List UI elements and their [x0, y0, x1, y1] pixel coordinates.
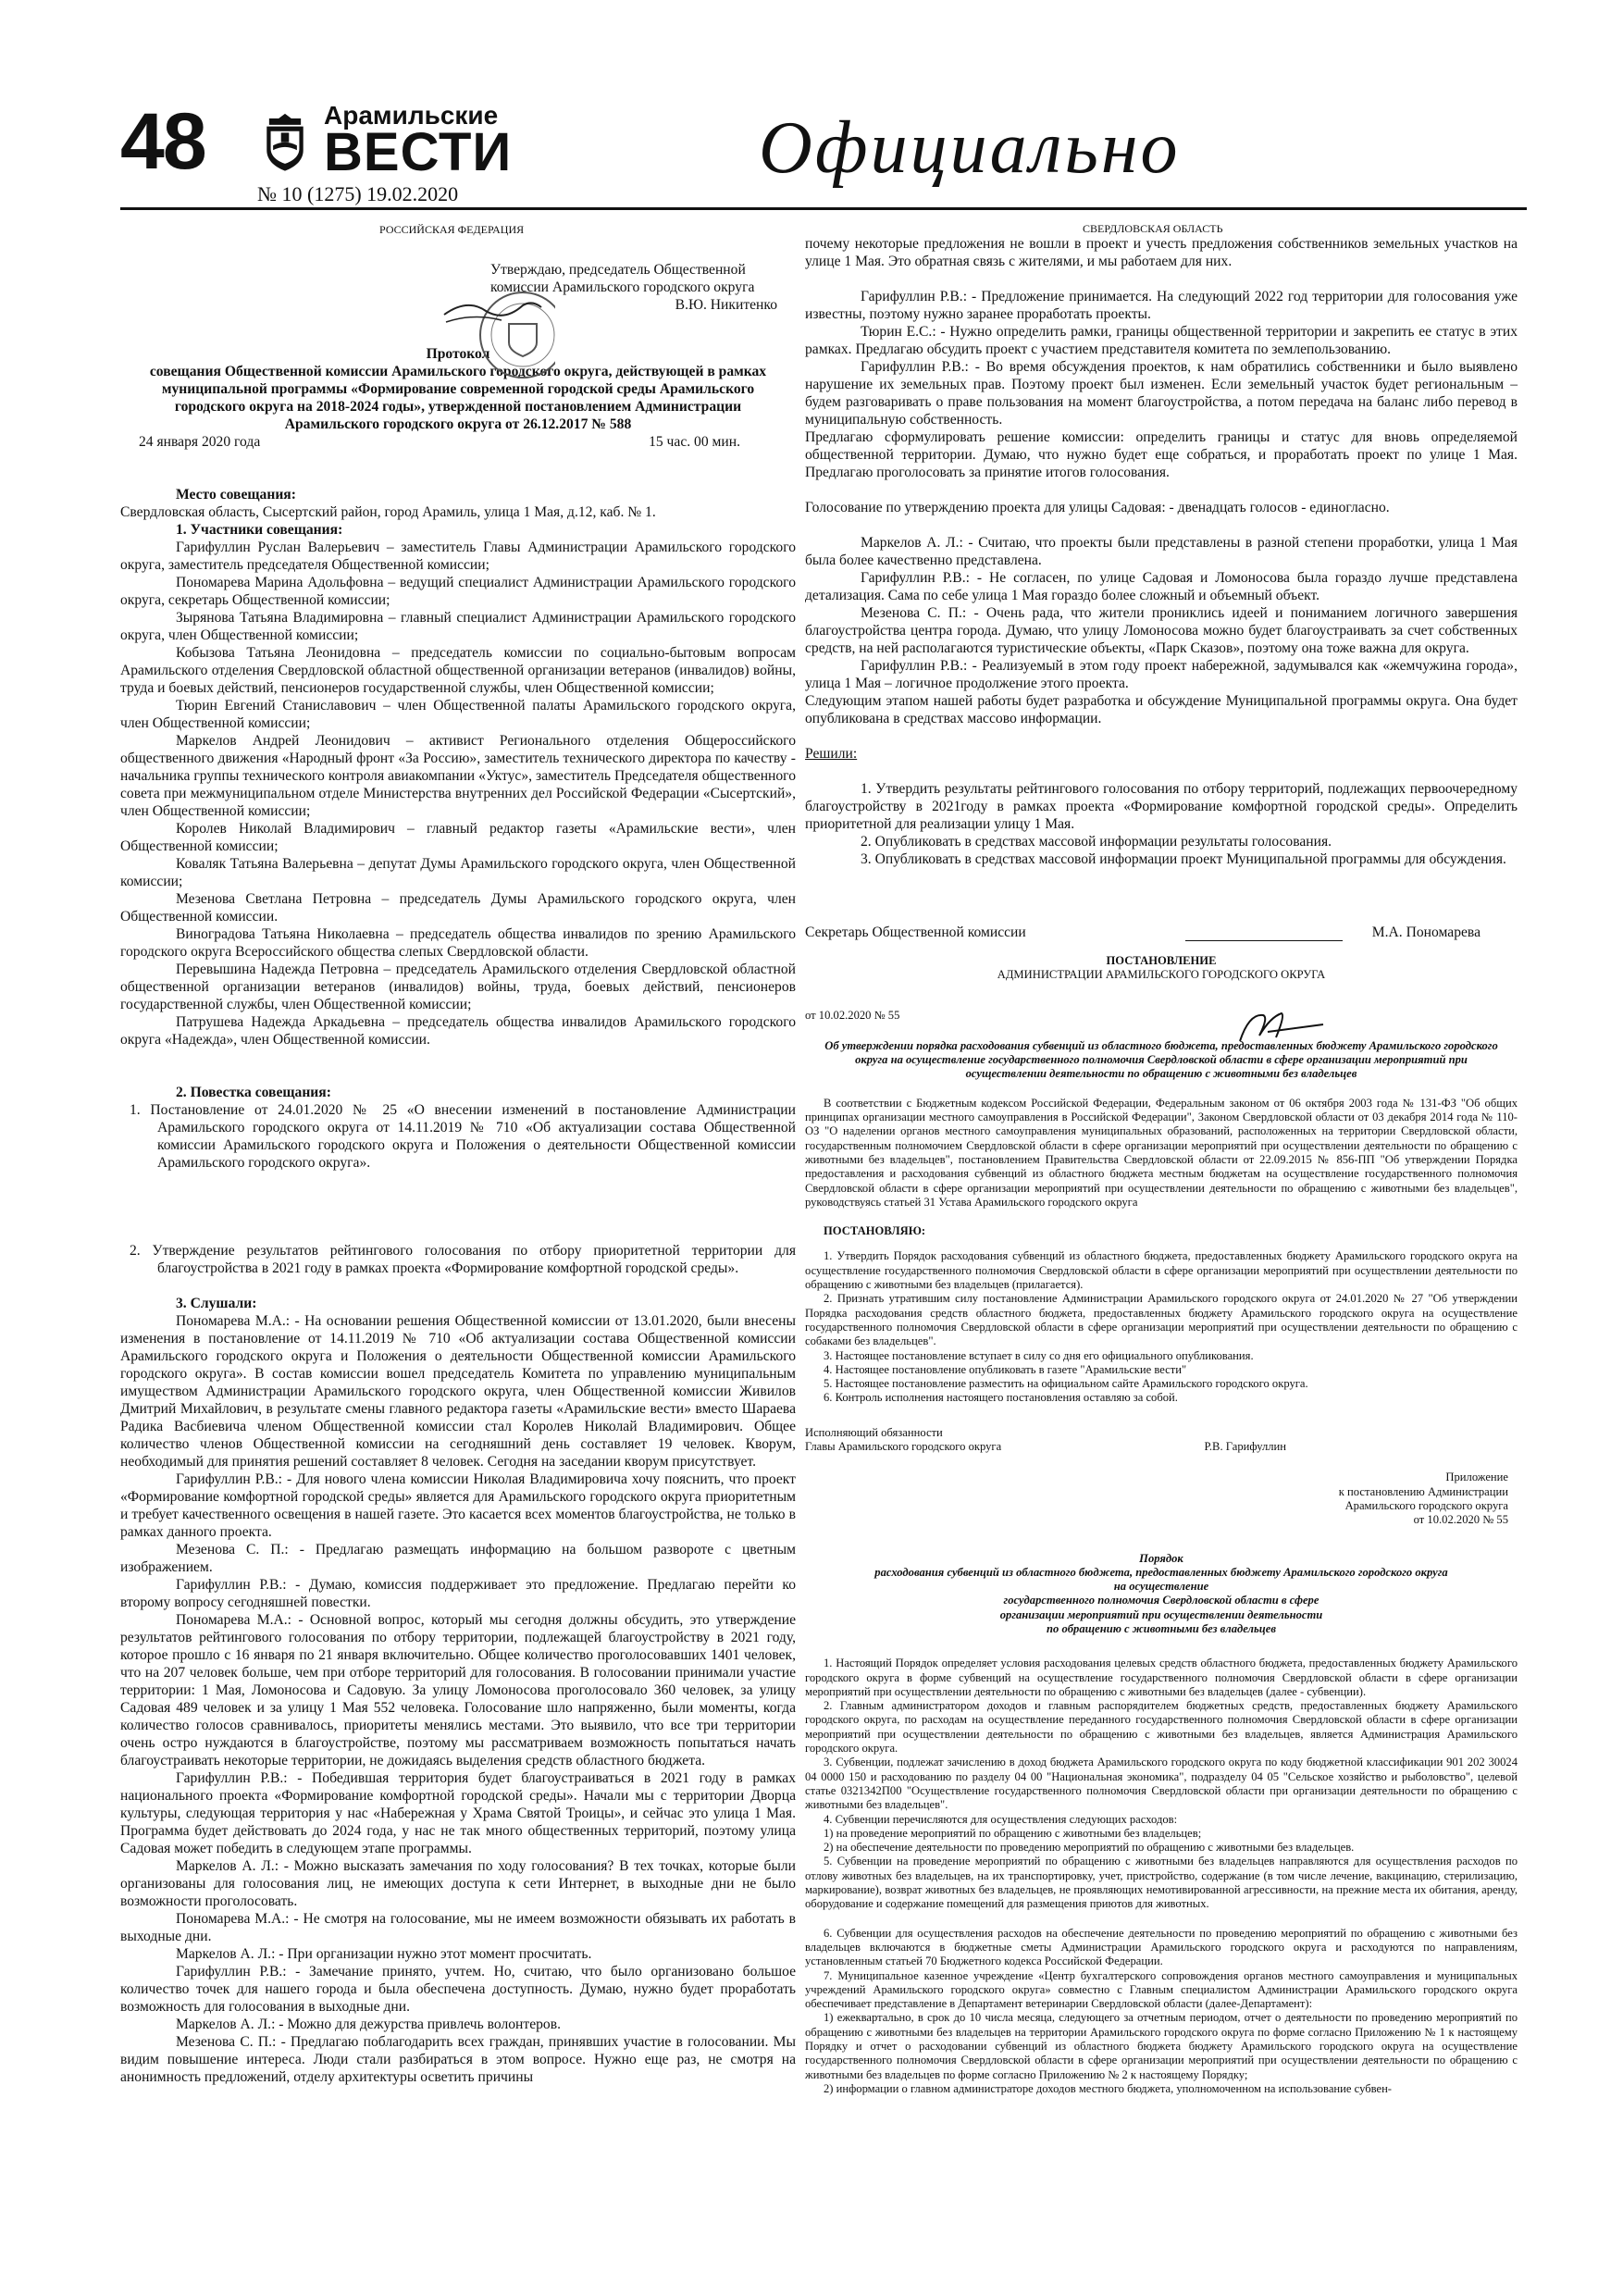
decree-item: 3. Настоящее постановление вступает в силу со дня его официального опубликования. [824, 1348, 1254, 1362]
decree-item: 1. Утвердить Порядок расходования субвенций из областного бюджета, предоставленных бюджету Арамильского городского округа на осуществление государственного полномочия Свердловской области в сфере организации мероприятий при осуществлении деятельности по обращению с животными без владельцев (прилагается). [805, 1249, 1518, 1292]
right-paragraph: Гарифуллин Р.В.: - Во время обсуждения проектов, к нам обратились собственники и было выявлено нарушение их земельных прав. Поэтому проект был изменен. Если земельный участок будет региональным – будем разговаривать о праве пользования на момент благоустройства, а потом передача на баланс либо перевод в муниципальную собственность. [805, 359, 1518, 428]
masthead-rule [120, 207, 1527, 210]
appendix-line: Приложение [1445, 1471, 1508, 1484]
order-item: 1) на проведение мероприятий по обращению с животными без владельцев; [824, 1826, 1202, 1840]
heard-item: Гарифуллин Р.В.: - Замечание принято, учтем. Но, считаю, что было организовано большое количество точек для нашего города и была обеспечена доступность. Думаю, нужно будет проработать возможность для голосования в выходные дни. [120, 1964, 796, 2015]
agenda-title: 2. Повестка совещания: [176, 1085, 331, 1100]
order-subtitle: по обращению с животными без владельцев [1047, 1621, 1276, 1635]
secretary-name: М.А. Пономарева [1371, 925, 1481, 940]
issue-info: № 10 (1275) 19.02.2020 [257, 182, 459, 205]
heard-item: Гарифуллин Р.В.: - Для нового члена комиссии Николая Владимировича хочу пояснить, что проект «Формирование комфортной городской среды» является для Арамильского городского округа приоритетным и требует качественного освещения в нашей газете. Это касается всех моментов благоустройства, не только в рамках данного проекта. [120, 1471, 796, 1540]
protocol-time: 15 час. 00 мин. [649, 434, 740, 450]
order-item: 5. Субвенции на проведение мероприятий по обращению с животными без владельцев направляются для осуществления расходов по отлову животных без владельцев, на их транспортировку, учет, пристройство, содержание (в том числе лечение, вакцинацию, стерилизацию, маркирование), возврат животных без владельцев, не проявляющих немотивированной агрессивности, на прежние места их обитания, аренду, оборудование и содержание помещений для размещения приютов для животных. [805, 1855, 1518, 1911]
decree-item: 6. Контроль исполнения настоящего постановления оставляю за собой. [824, 1391, 1178, 1405]
heard-item: Пономарева М.А.: - Основной вопрос, который мы сегодня должны обсудить, это утверждение результатов рейтингового голосования по отбору территории, подлежащей благоустройству в 2021 году, которое прошло с 16 января по 21 января включительно. Общее количество проголосовавших 1401 человек, что на 207 человек больше, чем при отборе территорий для голосования. В голосовании принимали участие территории: 1 Мая, Ломоносова и Садовую. За улицу Ломоносова проголосовало 360 человек, за улицу Садовая 489 человек и за улицу 1 Мая 552 человека. Голосование шло напряженно, были моменты, когда количество голосов сравнивалось, приоритеты менялись местами. Это выявило, что все три территории очень остро нуждаются в благоустройстве, поэтому мы рассматриваем возможность попытаться начать благоустраивать некоторые территории, не дожидаясь выделения средств областного бюджета. [120, 1612, 796, 1769]
heard-item: Маркелов А. Л.: - При организации нужно этот момент просчитать. [176, 1946, 592, 1962]
order-item: 2) на обеспечение деятельности по проведению мероприятий по обращению с животными без владельцев. [824, 1841, 1355, 1855]
coat-of-arms-icon [257, 107, 313, 174]
participant: Кобызова Татьяна Леонидовна – председатель комиссии по социально-бытовым вопросам Арамильского отделения Свердловской областной общественной организации ветеранов (инвалидов) войны, труда и боевых действий, пенсионеров государственной службы, член Общественной комиссии; [120, 645, 796, 696]
right-paragraph: Мезенова С. П.: - Очень рада, что жители прониклись идеей и пониманием логичного завершения благоустройства центра города. Думаю, что улицу Ломоносова можно будет благоустраивать за счет собственных средств, на ней располагаются туристические объекты, «Парк Сказов», поэтому она тоже важна для округа. [805, 605, 1518, 656]
participant: Мезенова Светлана Петровна – председатель Думы Арамильского городского округа, член Общественной комиссии. [120, 891, 796, 925]
order-item: 6. Субвенции для осуществления расходов на обеспечение деятельности по проведению мероприятий по обращению с животными без владельцев включаются в бюджетные сметы Администрации Арамильского городского округа и расходуются по направлениям, установленным статьей 70 Бюджетного кодекса Российской Федерации. [805, 1926, 1518, 1968]
right-paragraph: Гарифуллин Р.В.: - Предложение принимается. На следующий 2022 год территории для голосования уже известны, поэтому нужно заранее проработать проекты. [805, 289, 1518, 322]
heard-item: Мезенова С. П.: - Предлагаю поблагодарить всех граждан, принявших участие в голосовании. Мы видим повышение интереса. Люди стали разбираться в этом вопросе. Нужно еще раз, не смотря на анонимность предложений, отделу архитектуры осветить причины [120, 2034, 796, 2085]
order-subtitle: организации мероприятий при осуществлении деятельности [999, 1607, 1323, 1621]
order-subtitle: расходования субвенций из областного бюджета, предоставленных бюджету Арамильского городского округа [874, 1565, 1448, 1579]
order-title: Порядок [1139, 1551, 1183, 1565]
participant: Коваляк Татьяна Валерьевна – депутат Думы Арамильского городского округа, член Общественной комиссии; [120, 856, 796, 889]
section-title: Официально [759, 107, 1181, 189]
order-item: 2. Главным администратором доходов и главным распорядителем бюджетных средств, предоставленных бюджету Арамильского городского округа, по расходам на осуществление переданного государственного полномочия Свердловской области в сфере организации мероприятий при осуществлении деятельности по обращению с животными без владельцев, является Администрация Арамильского городского округа. [805, 1699, 1518, 1756]
order-item: 2) информации о главном администраторе доходов местного бюджета, уполномоченном на использование субвен- [824, 2081, 1392, 2095]
decree-org: АДМИНИСТРАЦИИ АРАМИЛЬСКОГО ГОРОДСКОГО ОКРУГА [997, 968, 1326, 982]
vote-result: Голосование по утверждению проекта для улицы Садовая: - двенадцать голосов - единогласно. [805, 500, 1390, 515]
order-subtitle: государственного полномочия Свердловской области в сфере [1003, 1594, 1319, 1607]
decree-item: 2. Признать утратившим силу постановление Администрации Арамильского городского округа от 24.01.2020 № 27 "Об утверждении Порядка расходования средств областного бюджета, предоставленных бюджету Арамильского городского округа на осуществление государственного полномочия Свердловской области в сфере организации мероприятий при осуществлении деятельности по обращению с собаками без владельцев". [805, 1292, 1518, 1348]
decided-item: 1. Утвердить результаты рейтингового голосования по отбору территорий, подлежащих первоочередному благоустройству в 2021году в рамках проекта «Формирование комфортной городской среды». Определить приоритетной для реализации улицу 1 Мая. [805, 781, 1518, 832]
signer-role: Исполняющий обязанности [805, 1425, 943, 1439]
order-item: 7. Муниципальное казенное учреждение «Центр бухгалтерского сопровождения органов местного самоуправления и муниципальных учреждений Арамильского городского округа» совместно с Главным специалистом Администрации Арамильского городского округа обеспечивает представление в Департамент ветеринарии Свердловской области (далее-Департамент): [805, 1968, 1518, 2011]
participant: Перевышина Надежда Петровна – председатель Арамильского отделения Свердловской областной общественной организации ветеранов (инвалидов) войны, труда, боевых действий, пенсионеров государственной службы, член Общественной комиссии; [120, 962, 796, 1012]
brand-top: Арамильские [324, 101, 499, 130]
right-paragraph: Предлагаю сформулировать решение комиссии: определить границы и статус для вновь определяемой общественной территории. Думаю, что нужно будет еще собраться, и проработать проект по улице 1 Мая. Предлагаю проголосовать за принятие итогов голосования. [805, 429, 1518, 480]
decree-item: 4. Настоящее постановление опубликовать в газете "Арамильские вести" [824, 1362, 1187, 1376]
participant: Тюрин Евгений Станиславович – член Общественной палаты Арамильского городского округа, член Общественной комиссии; [120, 698, 796, 731]
participant: Гарифуллин Руслан Валерьевич – заместитель Главы Администрации Арамильского городского округа, заместитель председателя Общественной комиссии; [120, 540, 796, 573]
place-title: Место совещания: [176, 487, 296, 503]
decided-title: Решили: [805, 746, 858, 762]
participant: Пономарева Марина Адольфовна – ведущий специалист Администрации Арамильского городского округа, секретарь Общественной комиссии; [120, 575, 796, 608]
right-paragraph: Следующим этапом нашей работы будет разработка и обсуждение Муниципальной программы округа. Она будет опубликована в средствах массово информации. [805, 693, 1518, 726]
right-paragraph: Гарифуллин Р.В.: - Реализуемый в этом году проект набережной, задумывался как «жемчужина города», улица 1 Мая – логичное продолжение этого проекта. [805, 658, 1518, 691]
place-text: Свердловская область, Сысертский район, город Арамиль, улица 1 Мая, д.12, каб. № 1. [120, 504, 656, 520]
approval-line: Утверждаю, председатель Общественной [490, 262, 746, 278]
right-paragraph: Маркелов А. Л.: - Считаю, что проекты были представлены в разной степени проработки, улица 1 Мая была более качественно представлена. [805, 535, 1518, 568]
approval-line: комиссии Арамильского городского округа [490, 279, 755, 295]
decree-block [805, 954, 1518, 2096]
decree-date: от 10.02.2020 № 55 [805, 1008, 900, 1022]
decree-item: 5. Настоящее постановление разместить на официальном сайте Арамильского городского округа. [824, 1377, 1308, 1391]
participant: Зырянова Татьяна Владимировна – главный специалист Администрации Арамильского городского округа, член Общественной комиссии; [120, 610, 796, 643]
appendix-line: Арамильского городского округа [1344, 1498, 1508, 1512]
decided-item: 3. Опубликовать в средствах массовой информации проект Муниципальной программы для обсуждения. [861, 851, 1506, 867]
protocol-datetime [120, 433, 796, 451]
federation-header: РОССИЙСКАЯ ФЕДЕРАЦИЯ [379, 223, 525, 236]
signature-icon [1231, 1004, 1332, 1050]
agenda-item: 2. Утверждение результатов рейтингового голосования по отбору приоритетной территории для благоустройства в 2021 году в рамках проекта «Формирование комфортной городской среды». [130, 1243, 796, 1276]
agenda-item: 1. Постановление от 24.01.2020 № 25 «О внесении изменений в постановление Администрации Арамильского городского округа от 14.11.2019 № 710 «Об актуализации состава Общественной комиссии Арамильского городского округа и Положения о деятельности Общественной комиссии Арамильского городского округа». [130, 1102, 796, 1171]
protocol-title: Протокол [426, 346, 490, 362]
heard-item: Мезенова С. П.: - Предлагаю размещать информацию на большом развороте с цветным изображением. [120, 1542, 796, 1575]
participant: Патрушева Надежда Аркадьевна – председатель общества инвалидов Арамильского городского округа «Надежда», член Общественной комиссии. [120, 1014, 796, 1048]
right-column [805, 222, 1518, 2096]
participants-title: 1. Участники совещания: [176, 522, 343, 538]
heard-item: Маркелов А. Л.: - Можно высказать замечания по ходу голосования? В тех точках, которые были организованы для голосования лиц, не имеющих доступа к сети Интернет, в выходные дни не было возможности проголосовать. [120, 1858, 796, 1909]
decree-preamble: В соответствии с Бюджетным кодексом Российской Федерации, Федеральным законом от 06 октября 2003 года № 131-ФЗ "Об общих принципах организации местного самоуправления в Российской Федерации", Законом Свердловской области от 03 декабря 2014 года № 110-ОЗ "О наделении органов местного самоуправления муниципальных образований, расположенных на территории Свердловской области, государственным полномочием Свердловской области в сфере организации мероприятий при осуществлении деятельности по обращению с животными без владельцев", постановлением Правительства Свердловской области от 22.09.2015 № 856-ПП "Об утверждении Порядка предоставления и расходования субвенций из областного бюджета местным бюджетам на осуществление государственного полномочия Свердловской области в сфере организации мероприятий при осуществлении деятельности по обращению с животными без владельцев", руководствуясь статьей 31 Устава Арамильского городского округа [805, 1096, 1518, 1209]
heard-item: Пономарева М.А.: - На основании решения Общественной комиссии от 13.01.2020, были внесены изменения в постановление от 14.11.2019 № 710 «Об актуализации состава Общественной комиссии Арамильского городского округа и Положения о деятельности Общественной комиссии Арамильского городского округа». В состав комиссии вошел председатель Комитета по управлению муниципальным имуществом Администрации Арамильского городского округа, член Общественной комиссии Живилов Дмитрий Михайлович, в результате смены главного редактора газеты «Арамильские вести» вместо Шараева Радика Васбиевича членом Общественной комиссии стал Королев Николай Владимирович. Общее количество членов Общественной комиссии на сегодняшний день составляет 19 человек. Кворум, необходимый для принятия решений составляет 8 человек. Сегодня на заседании кворум присутствует. [120, 1313, 796, 1470]
heard-item: Пономарева М.А.: - Не смотря на голосование, мы не имеем возможности обязывать их работать в выходные дни. [120, 1911, 796, 1944]
secretary-label: Секретарь Общественной комиссии [805, 925, 1026, 940]
decree-subject: Об утверждении порядка расходования субвенций из областного бюджета, предоставленных бюджету Арамильского городского округа на осуществление государственного полномочия Свердловской области в сфере организации мероприятий при осуществлении деятельности по обращению с животными без владельцев [824, 1038, 1498, 1081]
appendix-line: к постановлению Администрации [1338, 1484, 1508, 1498]
decided-item: 2. Опубликовать в средствах массовой информации результаты голосования. [861, 834, 1332, 850]
signer-line [805, 1440, 1518, 1454]
decree-title: ПОСТАНОВЛЕНИЕ [1106, 954, 1217, 967]
right-paragraph: почему некоторые предложения не вошли в проект и учесть предложения собственников земельных участков на улице 1 Мая. Это обратная связь с жителями, и мы работаем для них. [805, 236, 1518, 269]
appendix-line: от 10.02.2020 № 55 [1413, 1513, 1508, 1527]
protocol-subtitle: совещания Общественной комиссии Арамильского городского округа, действующей в рамках муниципальной программы «Формирование современной городской среды Арамильского городского округа на 2018-2024 годы», утвержденной постановлением Администрации Арамильского городского округа от 26.12.2017 № 588 [149, 364, 767, 432]
brand-main: ВЕСТИ [324, 122, 513, 182]
decree-resolve: ПОСТАНОВЛЯЮ: [824, 1224, 926, 1238]
order-item: 3. Субвенции, подлежат зачислению в доход бюджета Арамильского городского округа по коду бюджетной классификации 901 202 30024 04 0000 150 и расходованию по разделу 04 00 "Национальная экономика", подразделу 04 05 "Сельское хозяйство и рыболовство", целевой статье 0321342П00 "Осуществление государственного полномочия Свердловской области при организации деятельности по обращению с животными без владельцев". [805, 1756, 1518, 1812]
heard-title: 3. Слушали: [176, 1296, 257, 1311]
seal-stamp-icon [435, 278, 555, 389]
order-item: 4. Субвенции перечисляются для осуществления следующих расходов: [824, 1812, 1178, 1826]
secretary-signature-line [805, 924, 1518, 941]
approval-signer: В.Ю. Никитенко [675, 297, 777, 313]
protocol-date: 24 января 2020 года [139, 434, 261, 450]
masthead [120, 97, 1527, 208]
region-header: СВЕРДЛОВСКАЯ ОБЛАСТЬ [1083, 222, 1223, 235]
participant: Королев Николай Владимирович – главный редактор газеты «Арамильские вести», член Общественной комиссии; [120, 821, 796, 854]
page-number: 48 [120, 97, 205, 186]
heard-item: Гарифуллин Р.В.: - Победившая территория будет благоустраиваться в 2021 году в рамках национального проекта «Формирование комфортной городской среды». Начали мы с территории Дворца культуры, следующая территория у нас «Набережная у Храма Святой Троицы», и сейчас это улица 1 Мая. Программа будет действовать до 2024 года, у нас не так много общественных территорий, поэтому улица Садовая может победить в следующем этапе программы. [120, 1770, 796, 1856]
left-column [120, 222, 796, 2086]
right-paragraph: Гарифуллин Р.В.: - Не согласен, по улице Садовая и Ломоносова была гораздо лучше представлена детализация. Сама по себе улица 1 Мая гораздо более сложный и объемный объект. [805, 570, 1518, 603]
participant: Маркелов Андрей Леонидович – активист Регионального отделения Общероссийского общественного движения «Народный фронт «За Россию», заместитель технического директора по качеству - начальника группы технического контроля авиакомпании «Уктус», заместитель Председателя общественного совета при межмуниципальном отделе Министерства внутренних дел Российской Федерации «Сысертский», член Общественной комиссии; [120, 733, 796, 819]
signer-name: Р.В. Гарифуллин [1204, 1440, 1286, 1454]
right-paragraph: Тюрин Е.С.: - Нужно определить рамки, границы общественной территории и закрепить ее статус в этих рамках. Предлагаю обсудить проект с участием представителя комитета по землепользованию. [805, 324, 1518, 357]
order-item: 1. Настоящий Порядок определяет условия расходования целевых средств областного бюджета, предоставленных бюджету Арамильского городского округа в форме субвенций на осуществление государственного полномочия Свердловской области в сфере организации мероприятий при осуществлении деятельности по обращению с животными без владельцев (далее - субвенции). [805, 1657, 1518, 1698]
heard-item: Маркелов А. Л.: - Можно для дежурства привлечь волонтеров. [176, 2017, 561, 2032]
heard-item: Гарифуллин Р.В.: - Думаю, комиссия поддерживает это предложение. Предлагаю перейти ко второму вопросу сегодняшней повестки. [120, 1577, 796, 1610]
appendix-block [805, 1471, 1518, 1527]
order-item: 1) ежеквартально, в срок до 10 числа месяца, следующего за отчетным периодом, отчет о деятельности по проведению мероприятий по обращению с животными без владельцев на территории Арамильского городского округа по форме согласно Приложению № 1 к настоящему Порядку и отчет о расходовании субвенций из областного бюджета бюджету Арамильского городского округа на осуществление государственного полномочия Свердловской области в сфере организации мероприятий при осуществлении деятельности по обращению с животными без владельцев по форме согласно Приложению № 2 к настоящему Порядку; [805, 2011, 1518, 2081]
participant: Виноградова Татьяна Николаевна – председатель общества инвалидов по зрению Арамильского городского округа Всероссийского общества слепых Свердловской области. [120, 926, 796, 960]
signer-role: Главы Арамильского городского округа [805, 1440, 1002, 1454]
order-subtitle: на осуществление [1113, 1580, 1209, 1594]
